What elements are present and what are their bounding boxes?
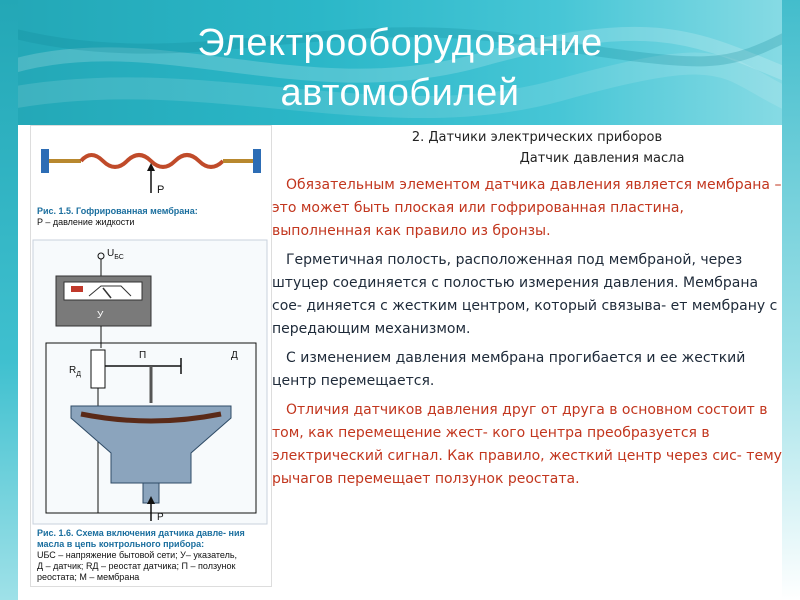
rheostat: [91, 350, 105, 388]
pressure-sensor-circuit-figure: [31, 238, 271, 528]
slider-label: П: [139, 350, 147, 361]
right-accent-bar: [782, 0, 800, 600]
right-clamp: [253, 149, 261, 173]
left-accent-bar: [0, 0, 18, 600]
sensor-label: Д: [231, 350, 238, 361]
supply-label: $U_{БС}$: [107, 248, 124, 261]
rheostat-label: $R_Д$: [69, 365, 81, 378]
figure1-caption-body: P – давление жидкости: [37, 217, 135, 227]
subsection-heading: Датчик давления масла: [519, 151, 685, 166]
indicator-label: У: [97, 310, 104, 321]
figure2-caption-line3: реостата; М – мембрана: [37, 572, 140, 582]
paragraph-1: Обязательным элементом датчика давления является мембрана – это может быть плоская или гофрированная пластина, выполненная как правило из бронзы.: [272, 177, 782, 239]
figure1-caption: [37, 206, 267, 228]
figure-panel: [30, 125, 272, 587]
pressure-label-2: P: [157, 512, 164, 523]
slide-title: Электрооборудование автомобилей: [197, 22, 603, 114]
corrugated-membrane-figure: [31, 131, 271, 211]
pressure-label: P: [157, 184, 165, 196]
left-clamp: [41, 149, 49, 173]
figure2-caption-line2: Д – датчик; RД – реостат датчика; П – ползунок: [37, 561, 236, 571]
figure1-caption-title: Рис. 1.5. Гофрированная мембрана:: [37, 206, 198, 216]
section-heading: 2. Датчики электрических приборов: [411, 130, 663, 145]
figure2-caption: [37, 528, 269, 583]
text-column: [272, 130, 782, 497]
figure2-caption-line1: UБС – напряжение бытовой сети; У– указатель,: [37, 550, 238, 560]
paragraph-2: Герметичная полость, расположенная под мембраной, через штуцер соединяется с полостью измерения давления. Мембрана сое- диняется с жестким центром, который связыва- ет мембрану с передающим механизмом.: [272, 252, 778, 337]
figure2-caption-title: Рис. 1.6. Схема включения датчика давле- ния масла в цепь контрольного прибора:: [37, 528, 245, 549]
paragraph-3: С изменением давления мембрана прогибается и ее жесткий центр перемещается.: [272, 350, 746, 389]
paragraph-4: Отличия датчиков давления друг от друга в основном состоит в том, как перемещение жест- кого центра преобразуется в электрический сигнал. Как правило, жесткий центр через сис- тему рычагов перемещает ползунок реостата.: [272, 402, 782, 487]
